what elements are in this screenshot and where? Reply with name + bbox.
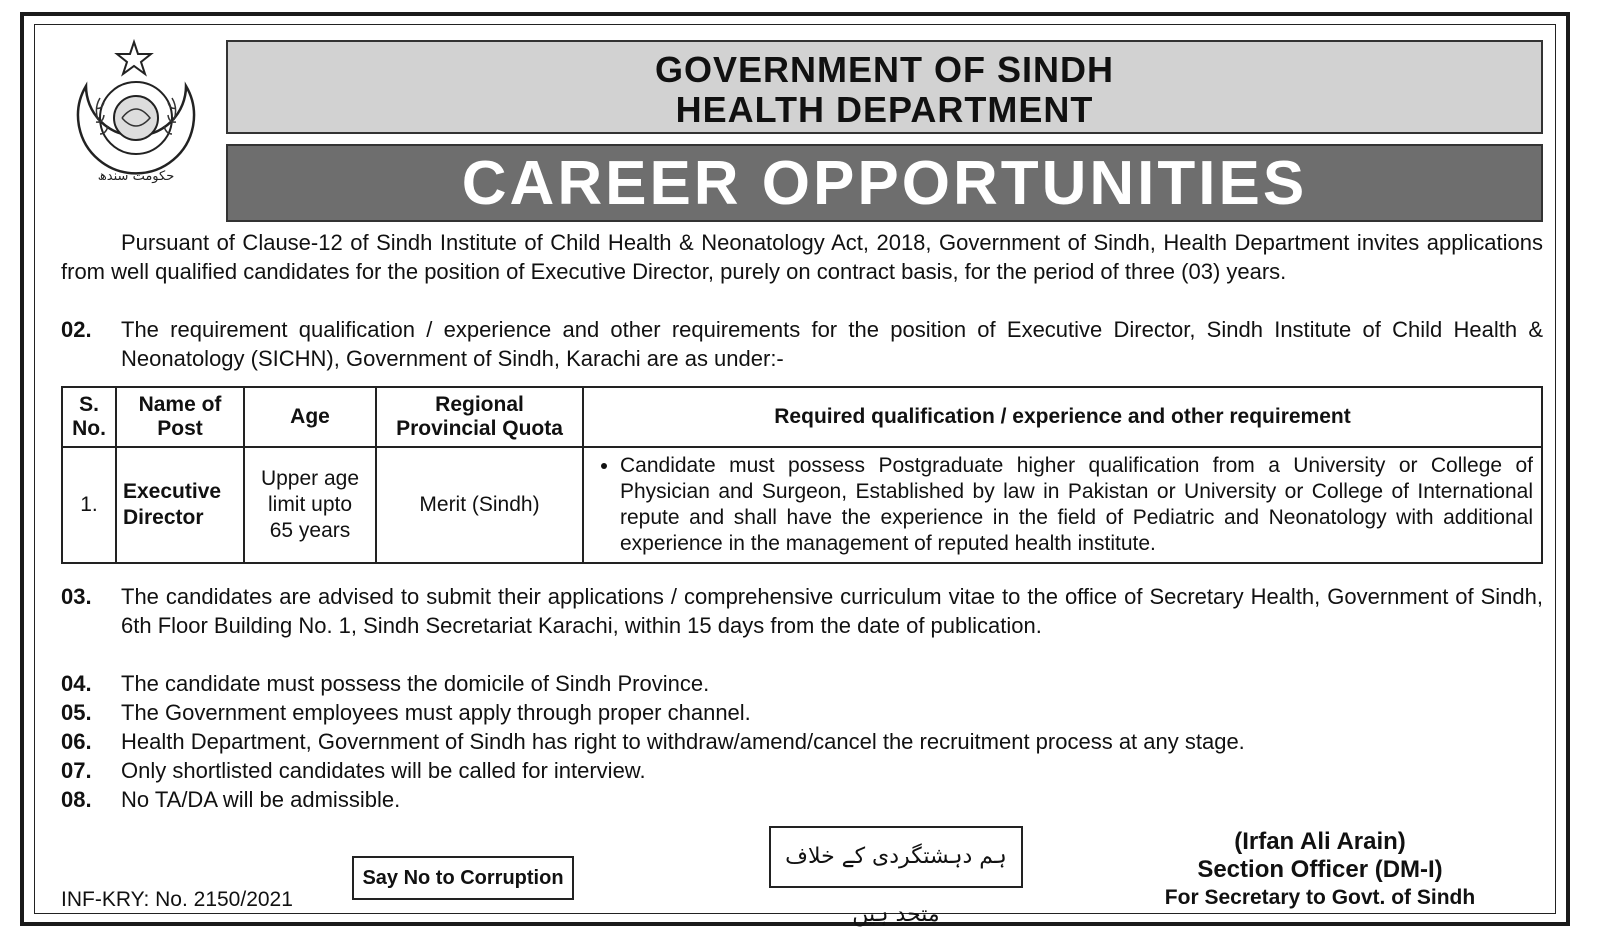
paragraph-04: [61, 669, 1543, 698]
paragraph-text: No TA/DA will be admissible.: [121, 787, 401, 812]
sindh-government-emblem: [56, 38, 216, 198]
signatory-title: Section Officer (DM-I): [1197, 856, 1443, 883]
cell-age: Upper age limit upto 65 years: [244, 447, 376, 563]
paragraph-number: 07.: [61, 758, 92, 783]
paragraph-number: 03.: [61, 584, 92, 609]
government-title: GOVERNMENT OF SINDH: [654, 49, 1114, 90]
cell-requirement: [583, 447, 1542, 563]
paragraph-text: The candidate must possess the domicile of Sindh Province.: [121, 671, 710, 696]
paragraph-number: 06.: [61, 729, 92, 754]
cell-quota: Merit (Sindh): [376, 447, 583, 563]
table-header-row: [62, 387, 1542, 447]
paragraph-text: Only shortlisted candidates will be called for interview.: [121, 758, 646, 783]
header-sno: S. No.: [62, 387, 116, 447]
header-quota: Regional Provincial Quota: [376, 387, 583, 447]
signature-block: [1120, 828, 1520, 912]
paragraph-number: 08.: [61, 787, 92, 812]
paragraph-number: 02.: [61, 317, 92, 342]
requirements-table: [61, 386, 1543, 564]
cell-post: Executive Director: [116, 447, 244, 563]
urdu-slogan-box: ہم دہشتگردی کے خلاف متحد ہیں: [769, 826, 1023, 888]
paragraph-06: [61, 727, 1543, 756]
paragraph-number: 04.: [61, 671, 92, 696]
header-box: [226, 40, 1543, 134]
inf-number: INF-KRY: No. 2150/2021: [61, 888, 293, 911]
header-age: Age: [244, 387, 376, 447]
paragraph-text: The candidates are advised to submit their applications / comprehensive curriculum vitae to the office of Secretary Health, Government of Sindh, 6th Floor Building No. 1, Sindh Secretariat Karachi, within 15 days from the date of publication.: [121, 584, 1543, 638]
requirement-bullet: • Candidate must possess Postgraduate higher qualification from a University or College of Physician and Surgeon, Established by law in Pakistan or University or College of International repute and shall have the experience in the field of Pediatric and Neonatology with additional experience in the management of reputed health institute.: [620, 453, 1533, 557]
header-post: Name of Post: [116, 387, 244, 447]
cell-sno: 1.: [62, 447, 116, 563]
paragraph-03: [61, 582, 1543, 640]
paragraph-07: [61, 756, 1543, 785]
paragraph-number: 05.: [61, 700, 92, 725]
signatory-for: For Secretary to Govt. of Sindh: [1164, 886, 1476, 909]
header-requirement: Required qualification / experience and other requirement: [583, 387, 1542, 447]
intro-paragraph: Pursuant of Clause-12 of Sindh Institute of Child Health & Neonatology Act, 2018, Government of Sindh, Health Department invites applications from well qualified candidates for the position of Executive Director, purely on contract basis, for the period of three (03) years.: [61, 230, 1543, 284]
department-title: HEALTH DEPARTMENT: [675, 89, 1094, 130]
paragraph-02: [61, 315, 1543, 373]
signatory-name: (Irfan Ali Arain): [1234, 828, 1406, 855]
paragraph-05: [61, 698, 1543, 727]
career-banner: CAREER OPPORTUNITIES: [226, 144, 1543, 222]
paragraph-text: The requirement qualification / experience and other requirements for the position of Executive Director, Sindh Institute of Child Health & Neonatology (SICHN), Government of Sindh, Karachi are as under:-: [121, 317, 1543, 371]
paragraph-08: [61, 785, 1543, 814]
paragraph-text: The Government employees must apply through proper channel.: [121, 700, 751, 725]
table-row: [62, 447, 1542, 563]
emblem-caption: حکومت سندھ: [97, 169, 175, 184]
paragraph-text: Health Department, Government of Sindh has right to withdraw/amend/cancel the recruitment process at any stage.: [121, 729, 1245, 754]
say-no-to-corruption-box: Say No to Corruption: [352, 856, 574, 900]
